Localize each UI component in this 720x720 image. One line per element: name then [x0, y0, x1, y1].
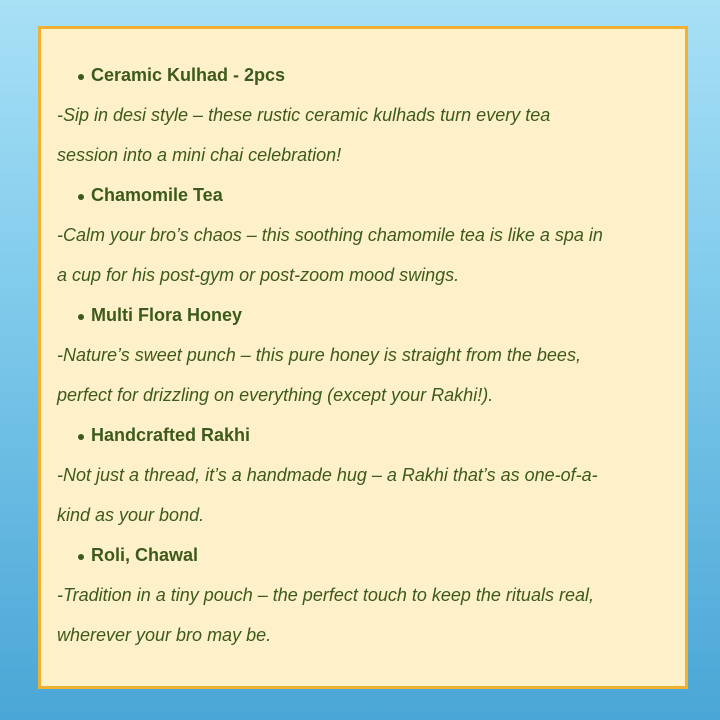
item-description-line: -Sip in desi style – these rustic ceramic kulhads turn every tea — [57, 105, 551, 125]
item-title: Multi Flora Honey — [91, 305, 243, 325]
item-title: Chamomile Tea — [91, 185, 223, 205]
bullet-icon — [78, 554, 84, 560]
item-description-line: session into a mini chai celebration! — [57, 145, 342, 165]
product-list-card — [38, 26, 688, 689]
item-title: Roli, Chawal — [91, 545, 199, 565]
item-description-line: perfect for drizzling on everything (except your Rakhi!). — [57, 385, 494, 405]
item-description-line: -Tradition in a tiny pouch – the perfect touch to keep the rituals real, — [57, 585, 594, 605]
bullet-icon — [78, 194, 84, 200]
bullet-icon — [78, 434, 84, 440]
item-description-line: -Nature’s sweet punch – this pure honey is straight from the bees, — [57, 345, 581, 365]
item-description-line: -Not just a thread, it’s a handmade hug – a Rakhi that’s as one-of-a- — [57, 465, 598, 485]
item-title: Handcrafted Rakhi — [91, 425, 251, 445]
bullet-icon — [78, 314, 84, 320]
item-title: Ceramic Kulhad - 2pcs — [91, 65, 286, 85]
item-description-line: wherever your bro may be. — [57, 625, 272, 645]
item-description-line: a cup for his post-gym or post-zoom mood swings. — [57, 265, 460, 285]
item-description-line: kind as your bond. — [57, 505, 205, 525]
item-description-line: -Calm your bro’s chaos – this soothing chamomile tea is like a spa in — [57, 225, 603, 245]
bullet-icon — [78, 74, 84, 80]
